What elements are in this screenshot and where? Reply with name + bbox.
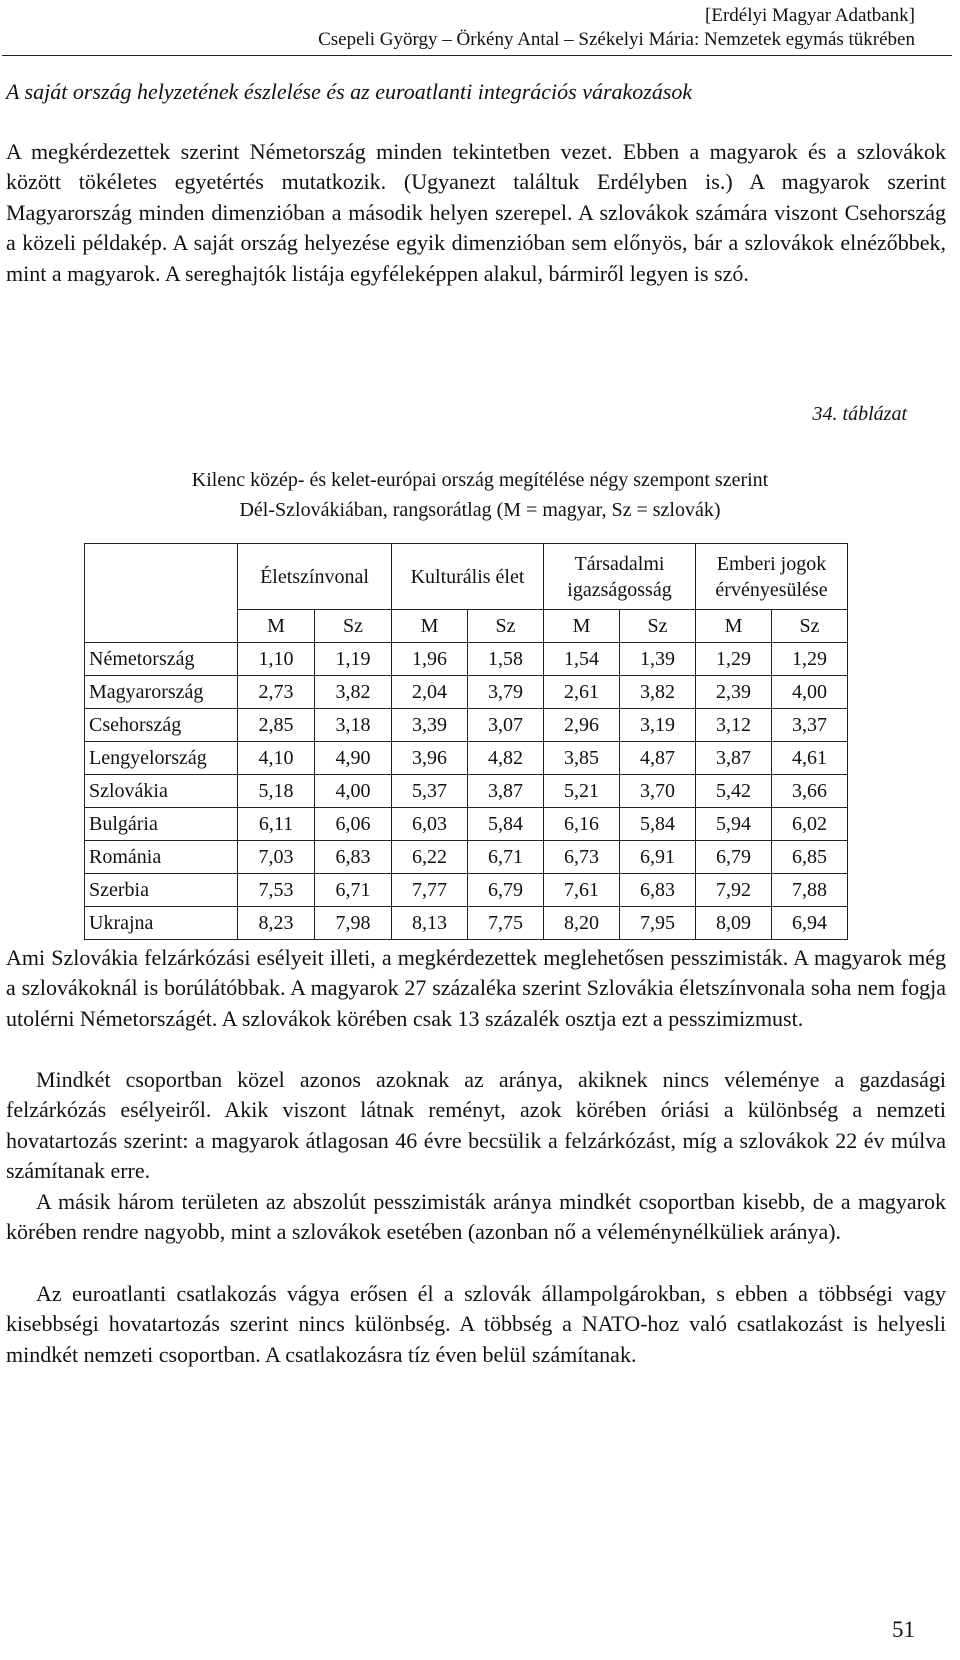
value-cell: 6,79	[696, 841, 772, 874]
value-cell: 6,73	[544, 841, 620, 874]
table-row	[85, 709, 848, 742]
value-cell: 7,53	[238, 874, 315, 907]
value-cell: 1,29	[696, 643, 772, 676]
value-cell: 4,90	[315, 742, 392, 775]
ranking-table	[84, 543, 848, 940]
subheader-cell: Sz	[772, 610, 848, 643]
value-cell: 1,58	[468, 643, 544, 676]
value-cell: 3,82	[315, 676, 392, 709]
intro-paragraph: A megkérdezettek szerint Németország minden tekintetben vezet. Ebben a magyarok és a szlovákok között tökéletes egyetértés mutatkozik. (Ugyanezt találtuk Erdélyben is.) A magyarok szerint Magyarország minden dimenzióban a második helyen szerepel. A szlovákok számára viszont Csehország a közeli példakép. A saját ország helyezése egyik dimenzióban sem előnyös, bár a szlovákok elnézőbbek, mint a magyarok. A sereghajtók listája egyféleképpen alakul, bármiről legyen is szó.	[6, 139, 946, 286]
value-cell: 6,71	[468, 841, 544, 874]
value-cell: 3,82	[620, 676, 696, 709]
table-header-row	[85, 544, 848, 610]
header-source: [Erdélyi Magyar Adatbank]	[705, 5, 915, 26]
value-cell: 6,02	[772, 808, 848, 841]
table-row	[85, 841, 848, 874]
paragraph-2: Mindkét csoportban közel azonos azoknak az aránya, akiknek nincs véleménye a gazdasági felzárkózás esélyeiről. Akik viszont látnak reményt, azok körében óriási a különbség a nemzeti hovatartozás szerint: a magyarok átlagosan 46 évre becsülik a felzárkózást, míg a szlovákok 22 év múlva számítanak erre.	[6, 1067, 946, 1184]
value-cell: 5,18	[238, 775, 315, 808]
table-body	[85, 643, 848, 940]
value-cell: 7,92	[696, 874, 772, 907]
value-cell: 1,19	[315, 643, 392, 676]
subheader-cell: Sz	[620, 610, 696, 643]
value-cell: 3,79	[468, 676, 544, 709]
value-cell: 3,96	[392, 742, 468, 775]
column-header-label: Emberi jogok	[716, 552, 827, 575]
paragraph-1: Ami Szlovákia felzárkózási esélyeit illeti, a megkérdezettek meglehetősen pesszimisták. A magyarok még a szlovákoknál is borúlátóbbak. A magyarok 27 százaléka szerint Szlovákia életszínvonala soha nem fogja utolérni Németországét. A szlovákok körében csak 13 százalék osztja ezt a pesszimizmust.	[6, 945, 946, 1031]
country-cell: Románia	[85, 841, 238, 874]
header-authors-title: Csepeli György – Örkény Antal – Székelyi Mária: Nemzetek egymás tükrében	[318, 29, 915, 50]
value-cell: 6,79	[468, 874, 544, 907]
table-caption	[0, 465, 960, 525]
subheader-cell: M	[238, 610, 315, 643]
value-cell: 1,54	[544, 643, 620, 676]
column-header-label: Kulturális élet	[410, 565, 525, 588]
value-cell: 8,09	[696, 907, 772, 940]
value-cell: 4,61	[772, 742, 848, 775]
value-cell: 6,11	[238, 808, 315, 841]
value-cell: 7,77	[392, 874, 468, 907]
section-title: A saját ország helyzetének észlelése és az euroatlanti integrációs várakozások	[6, 79, 693, 104]
value-cell: 2,73	[238, 676, 315, 709]
value-cell: 3,87	[696, 742, 772, 775]
value-cell: 7,95	[620, 907, 696, 940]
value-cell: 7,75	[468, 907, 544, 940]
value-cell: 3,19	[620, 709, 696, 742]
value-cell: 3,70	[620, 775, 696, 808]
value-cell: 3,85	[544, 742, 620, 775]
value-cell: 7,03	[238, 841, 315, 874]
value-cell: 6,03	[392, 808, 468, 841]
subheader-cell: M	[544, 610, 620, 643]
value-cell: 6,83	[315, 841, 392, 874]
value-cell: 7,98	[315, 907, 392, 940]
value-cell: 6,71	[315, 874, 392, 907]
value-cell: 3,12	[696, 709, 772, 742]
value-cell: 1,96	[392, 643, 468, 676]
value-cell: 7,61	[544, 874, 620, 907]
value-cell: 5,94	[696, 808, 772, 841]
value-cell: 3,07	[468, 709, 544, 742]
value-cell: 6,06	[315, 808, 392, 841]
table-caption-line2: Dél-Szlovákiában, rangsorátlag (M = magyar, Sz = szlovák)	[239, 499, 721, 521]
paragraph-4: Az euroatlanti csatlakozás vágya erősen él a szlovák állampolgárokban, s ebben a többségi vagy kisebbségi hovatartozás szerint nincs különbség. A többség a NATO-hoz való csatlakozást is helyesli mindkét nemzeti csoportban. A csatlakozásra tíz éven belül számítanak.	[6, 1281, 946, 1367]
value-cell: 4,00	[772, 676, 848, 709]
table-caption-line1: Kilenc közép- és kelet-európai ország megítélése négy szempont szerint	[191, 469, 769, 491]
value-cell: 5,21	[544, 775, 620, 808]
country-cell: Magyarország	[85, 676, 238, 709]
value-cell: 4,87	[620, 742, 696, 775]
subheader-cell: Sz	[468, 610, 544, 643]
value-cell: 3,87	[468, 775, 544, 808]
value-cell: 8,20	[544, 907, 620, 940]
column-header-kulturalis-elet	[392, 544, 544, 610]
table-row	[85, 742, 848, 775]
column-header-eletszinvonal	[238, 544, 392, 610]
column-header-label: Életszínvonal	[260, 565, 369, 588]
table-row	[85, 808, 848, 841]
value-cell: 3,18	[315, 709, 392, 742]
country-cell: Csehország	[85, 709, 238, 742]
value-cell: 1,10	[238, 643, 315, 676]
value-cell: 2,39	[696, 676, 772, 709]
subheader-cell: M	[696, 610, 772, 643]
country-cell: Bulgária	[85, 808, 238, 841]
value-cell: 3,39	[392, 709, 468, 742]
subheader-cell: Sz	[315, 610, 392, 643]
header-rule	[2, 55, 952, 56]
table-row	[85, 676, 848, 709]
value-cell: 1,29	[772, 643, 848, 676]
value-cell: 2,61	[544, 676, 620, 709]
value-cell: 4,82	[468, 742, 544, 775]
table-corner-cell	[85, 544, 238, 643]
value-cell: 3,66	[772, 775, 848, 808]
column-header-label: érvényesülése	[715, 578, 828, 601]
value-cell: 6,91	[620, 841, 696, 874]
column-header-label: igazságosság	[567, 578, 672, 601]
table-number: 34. táblázat	[812, 403, 907, 425]
value-cell: 2,04	[392, 676, 468, 709]
value-cell: 5,84	[468, 808, 544, 841]
value-cell: 6,16	[544, 808, 620, 841]
value-cell: 7,88	[772, 874, 848, 907]
table-row	[85, 874, 848, 907]
subheader-cell: M	[392, 610, 468, 643]
country-cell: Szerbia	[85, 874, 238, 907]
page-header	[0, 4, 960, 52]
paragraph-3: A másik három területen az abszolút pesszimisták aránya mindkét csoportban kisebb, de a magyarok körében rendre nagyobb, mint a szlovákok esetében (azonban nő a véleménynélküliek aránya).	[6, 1189, 946, 1245]
table-row	[85, 643, 848, 676]
value-cell: 8,13	[392, 907, 468, 940]
value-cell: 4,00	[315, 775, 392, 808]
country-cell: Szlovákia	[85, 775, 238, 808]
value-cell: 6,85	[772, 841, 848, 874]
page-number: 51	[892, 1617, 915, 1642]
value-cell: 6,83	[620, 874, 696, 907]
value-cell: 3,37	[772, 709, 848, 742]
column-header-tarsadalmi-igazsagossag	[544, 544, 696, 610]
country-cell: Németország	[85, 643, 238, 676]
table-row	[85, 775, 848, 808]
country-cell: Ukrajna	[85, 907, 238, 940]
table-row	[85, 907, 848, 940]
value-cell: 4,10	[238, 742, 315, 775]
value-cell: 6,22	[392, 841, 468, 874]
value-cell: 6,94	[772, 907, 848, 940]
country-cell: Lengyelország	[85, 742, 238, 775]
column-header-label: Társadalmi	[574, 552, 665, 575]
value-cell: 5,42	[696, 775, 772, 808]
value-cell: 8,23	[238, 907, 315, 940]
column-header-emberi-jogok	[696, 544, 848, 610]
value-cell: 1,39	[620, 643, 696, 676]
value-cell: 5,37	[392, 775, 468, 808]
value-cell: 5,84	[620, 808, 696, 841]
value-cell: 2,85	[238, 709, 315, 742]
value-cell: 2,96	[544, 709, 620, 742]
